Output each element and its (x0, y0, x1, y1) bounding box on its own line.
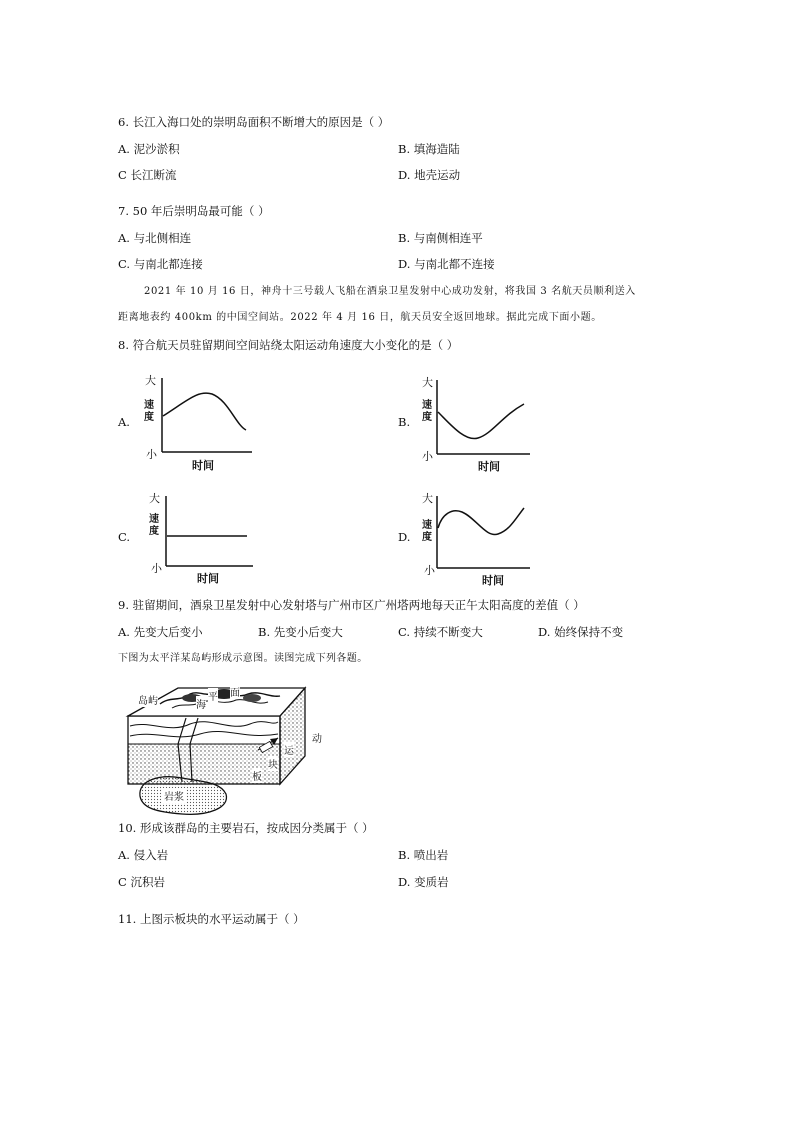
label-big: 大 (422, 492, 433, 505)
label-big: 大 (422, 376, 433, 389)
graph-c (145, 488, 265, 588)
q7-option-a: A. 与北侧相连 (118, 231, 192, 245)
q6-option-b: B. 填海造陆 (398, 142, 460, 156)
label-block: 块 (268, 756, 278, 771)
curve-rise-fall (163, 393, 246, 430)
label-small: 小 (424, 564, 435, 577)
island-mass-3 (243, 694, 261, 702)
passage-line-2: 距离地表约 400km 的中国空间站。2022 年 4 月 16 日，航天员安全返回地球。据此完成下面小题。 (118, 312, 602, 323)
q9-stem: 9. 驻留期间，酒泉卫星发射中心发射塔与广州市区广州塔两地每天正午太阳高度的差值（ ） (118, 598, 585, 612)
q8-stem: 8. 符合航天员驻留期间空间站绕太阳运动角速度大小变化的是（ ） (118, 338, 459, 352)
q7-stem: 7. 50 年后崇明岛最可能（ ） (118, 204, 270, 218)
q8-option-b: B. (398, 415, 411, 429)
label-small: 小 (151, 562, 162, 575)
label-level: 平 (208, 688, 218, 703)
q9-option-b: B. 先变小后变大 (258, 625, 343, 639)
graph-b (420, 372, 540, 477)
q10-stem: 10. 形成该群岛的主要岩石，按成因分类属于（ ） (118, 821, 374, 835)
label-time: 时间 (197, 572, 219, 585)
label-small: 小 (146, 448, 157, 461)
q6-option-a: A. 泥沙淤积 (118, 142, 180, 156)
label-time: 时间 (478, 460, 500, 473)
q6-option-d: D. 地壳运动 (398, 168, 461, 182)
q8-option-c: C. (118, 530, 131, 544)
q6-stem: 6. 长江入海口处的崇明岛面积不断增大的原因是（ ） (118, 115, 390, 129)
q10-option-c: C 沉积岩 (118, 875, 165, 889)
label-speed: 速度 (144, 400, 154, 423)
label-small: 小 (422, 450, 433, 463)
q7-option-d: D. 与南北都不连接 (398, 257, 495, 271)
label-sea: 海 (196, 696, 206, 711)
graph-a (140, 370, 260, 475)
label-speed: 速度 (149, 514, 159, 537)
label-transport: 运 (284, 742, 294, 757)
q9-option-c: C. 持续不断变大 (398, 625, 483, 639)
graph-d (420, 488, 540, 588)
q6-option-c: C 长江断流 (118, 168, 177, 182)
q10-option-a: A. 侵入岩 (118, 848, 169, 862)
label-big: 大 (145, 374, 156, 387)
island-diagram (120, 678, 340, 818)
q7-option-c: C. 与南北都连接 (118, 257, 203, 271)
diagram-intro: 下图为太平洋某岛屿形成示意图。读图完成下列各题。 (118, 653, 368, 664)
passage-line-1: 2021 年 10 月 16 日，神舟十三号载人飞船在酒泉卫星发射中心成功发射，将我国 3 名航天员顺利送入 (144, 286, 636, 297)
q8-option-d: D. (398, 530, 411, 544)
q10-option-d: D. 变质岩 (398, 875, 449, 889)
label-big: 大 (149, 492, 160, 505)
label-speed: 速度 (422, 400, 432, 423)
q10-option-b: B. 喷出岩 (398, 848, 449, 862)
q7-option-b: B. 与南侧相连平 (398, 231, 483, 245)
label-time: 时间 (482, 574, 504, 587)
label-speed: 速度 (422, 520, 432, 543)
label-islands: 岛屿 (138, 692, 158, 707)
q9-option-a: A. 先变大后变小 (118, 625, 203, 639)
q11-stem: 11. 上图示板块的水平运动属于（ ） (118, 912, 305, 926)
q9-option-d: D. 始终保持不变 (538, 625, 624, 639)
curve-wave (438, 508, 524, 535)
label-move: 动 (312, 734, 322, 745)
graph-d-svg (420, 488, 540, 588)
label-face: 面 (230, 684, 240, 699)
label-plate: 板 (252, 768, 262, 783)
q8-option-a: A. (118, 415, 130, 429)
label-magma: 岩浆 (162, 788, 186, 803)
label-time: 时间 (192, 459, 214, 472)
curve-fall-rise (438, 404, 524, 439)
